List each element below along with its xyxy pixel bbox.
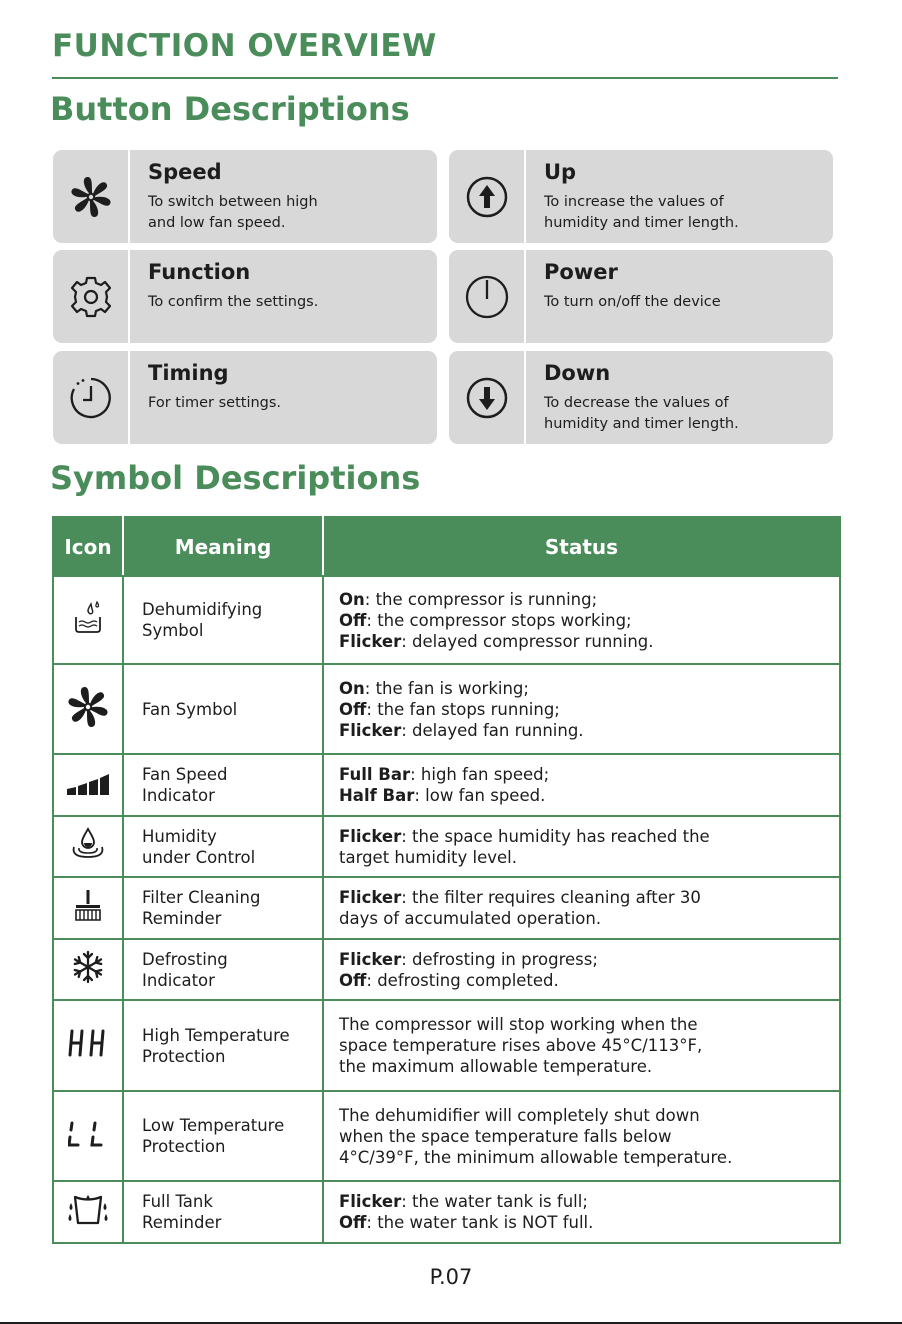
icon-cell [53, 576, 123, 664]
meaning-line: Filter Cleaning [142, 888, 261, 907]
status-text: when the space temperature falls below [339, 1126, 672, 1146]
status-keyword: Off [339, 1213, 367, 1232]
button-name: Up [544, 160, 577, 184]
fan-icon [67, 713, 109, 732]
table-row [53, 877, 840, 939]
status-text: : the compressor is running; [364, 589, 598, 609]
icon-cell [53, 1091, 123, 1181]
button-card-up [449, 150, 833, 243]
description-line: To decrease the values of [544, 395, 729, 411]
table-row [53, 664, 840, 754]
meaning-cell [123, 664, 323, 754]
status-text: : the space humidity has reached the [401, 826, 710, 846]
status-line [339, 949, 838, 970]
status-line [339, 1014, 838, 1035]
status-text: the maximum allowable temperature. [339, 1057, 653, 1076]
meaning-line: Low Temperature [142, 1116, 285, 1135]
button-description [544, 292, 721, 313]
status-cell [323, 1091, 840, 1181]
status-keyword: Off [339, 610, 367, 630]
symbols-heading: Symbol Descriptions [50, 459, 421, 497]
description-line: humidity and timer length. [544, 215, 739, 231]
status-keyword: On [339, 678, 365, 698]
table-header-row [53, 517, 840, 576]
button-card-text [130, 351, 281, 444]
status-cell [323, 816, 840, 877]
status-text: space temperature rises above 45°C/113°F, [339, 1036, 703, 1055]
table-row [53, 1000, 840, 1091]
status-line [339, 610, 838, 631]
meaning-line: Indicator [142, 786, 215, 805]
button-name: Timing [148, 361, 229, 385]
description-line: To turn on/off the device [544, 294, 721, 310]
meaning-line: Fan Symbol [142, 699, 238, 719]
status-line [339, 589, 838, 610]
status-line [339, 1105, 838, 1126]
table-row [53, 939, 840, 1000]
table-row [53, 1181, 840, 1243]
meaning-line: Defrosting [142, 949, 228, 969]
status-keyword: Flicker [339, 1192, 402, 1211]
status-text: : the filter requires cleaning after 30 [401, 888, 701, 907]
table-row [53, 1091, 840, 1181]
button-card-text [130, 150, 318, 243]
status-keyword: Full Bar [339, 765, 411, 784]
status-line [339, 1056, 838, 1077]
snowflake-icon [71, 969, 105, 988]
button-name: Power [544, 260, 618, 284]
button-name: Speed [148, 160, 222, 184]
dehumidifying-icon [71, 620, 105, 639]
status-cell [323, 754, 840, 816]
meaning-line: Humidity [142, 826, 217, 846]
page-number: P.07 [429, 1265, 473, 1289]
meaning-line: Dehumidifying [142, 600, 263, 619]
table-row [53, 816, 840, 877]
icon-cell [53, 754, 123, 816]
status-keyword: Off [339, 699, 367, 719]
meaning-cell [123, 877, 323, 939]
status-text: : the fan stops running; [366, 699, 560, 719]
meaning-cell [123, 939, 323, 1000]
status-cell [323, 1181, 840, 1243]
button-description [544, 393, 739, 435]
button-card-text [526, 150, 739, 243]
status-line [339, 908, 838, 929]
button-description [148, 192, 318, 234]
meaning-cell [123, 816, 323, 877]
status-text: target humidity level. [339, 847, 518, 867]
hh-segment-icon [68, 1043, 108, 1062]
button-card-function [53, 250, 437, 343]
meaning-cell [123, 576, 323, 664]
humidity-control-icon [69, 846, 107, 865]
status-text: 4°C/39°F, the minimum allowable temperature. [339, 1147, 733, 1167]
button-description [148, 292, 318, 313]
icon-cell [53, 664, 123, 754]
button-card-timing [53, 351, 437, 444]
status-cell [323, 1000, 840, 1091]
button-description [148, 393, 281, 414]
status-cell [323, 576, 840, 664]
status-line [339, 699, 838, 720]
icon-cell [53, 877, 123, 939]
icon-cell [53, 816, 123, 877]
description-line: For timer settings. [148, 395, 282, 411]
page-title: FUNCTION OVERVIEW [52, 28, 437, 64]
status-line [339, 1191, 838, 1212]
button-description [544, 192, 739, 234]
title-divider [52, 77, 838, 79]
meaning-line: Reminder [142, 1213, 222, 1232]
icon-cell [53, 1000, 123, 1091]
status-text: : defrosting completed. [366, 970, 559, 990]
status-cell [323, 939, 840, 1000]
status-line [339, 847, 838, 868]
status-line [339, 970, 838, 991]
button-card-text [526, 351, 739, 444]
status-line [339, 678, 838, 699]
status-keyword: Flicker [339, 826, 402, 846]
status-text: : defrosting in progress; [401, 949, 598, 969]
status-keyword: On [339, 589, 365, 609]
fan-speed-bars-icon [67, 780, 109, 799]
status-keyword: Flicker [339, 720, 402, 740]
full-tank-icon [66, 1212, 110, 1231]
status-text: The compressor will stop working when the [339, 1015, 698, 1034]
status-keyword: Half Bar [339, 786, 415, 805]
icon-cell [53, 939, 123, 1000]
arrow-down-icon [449, 351, 526, 444]
icon-cell [53, 1181, 123, 1243]
status-keyword: Flicker [339, 949, 402, 969]
button-card-speed [53, 150, 437, 243]
status-text: : the water tank is full; [401, 1192, 588, 1211]
symbol-table [52, 516, 841, 1244]
status-cell [323, 664, 840, 754]
meaning-cell [123, 754, 323, 816]
description-line: To confirm the settings. [148, 294, 319, 310]
power-icon [449, 250, 526, 343]
ll-segment-icon [68, 1134, 108, 1153]
description-line: To increase the values of [544, 194, 724, 210]
meaning-line: Reminder [142, 909, 222, 928]
meaning-line: Indicator [142, 970, 215, 990]
button-name: Function [148, 260, 251, 284]
meaning-line: Fan Speed [142, 765, 228, 784]
status-keyword: Flicker [339, 888, 402, 907]
fan-icon [53, 150, 130, 243]
header-icon: Icon [53, 517, 123, 576]
meaning-cell [123, 1091, 323, 1181]
meaning-line: Full Tank [142, 1192, 213, 1211]
meaning-line: under Control [142, 847, 256, 867]
meaning-line: Protection [142, 1046, 226, 1066]
timer-icon [53, 351, 130, 444]
meaning-line: Symbol [142, 621, 204, 640]
button-card-text [526, 250, 721, 343]
status-text: : high fan speed; [410, 765, 550, 784]
meaning-cell [123, 1000, 323, 1091]
description-line: and low fan speed. [148, 215, 286, 231]
header-status: Status [323, 517, 840, 576]
description-line: To switch between high [148, 194, 318, 210]
status-line [339, 826, 838, 847]
description-line: humidity and timer length. [544, 416, 739, 432]
status-line [339, 785, 838, 806]
meaning-line: Protection [142, 1137, 226, 1156]
status-text: The dehumidifier will completely shut down [339, 1105, 700, 1125]
status-line [339, 764, 838, 785]
status-line [339, 631, 838, 652]
filter-brush-icon [73, 908, 103, 927]
status-keyword: Off [339, 970, 367, 990]
table-row [53, 576, 840, 664]
status-text: : the water tank is NOT full. [366, 1213, 594, 1232]
status-text: days of accumulated operation. [339, 909, 602, 928]
button-card-text [130, 250, 318, 343]
button-name: Down [544, 361, 611, 385]
meaning-cell [123, 1181, 323, 1243]
arrow-up-icon [449, 150, 526, 243]
table-row [53, 754, 840, 816]
gear-icon [53, 250, 130, 343]
status-text: : low fan speed. [414, 786, 546, 805]
status-line [339, 720, 838, 741]
header-meaning: Meaning [123, 517, 323, 576]
status-text: : the compressor stops working; [366, 610, 632, 630]
button-card-power [449, 250, 833, 343]
status-text: : the fan is working; [364, 678, 529, 698]
meaning-line: High Temperature [142, 1025, 290, 1045]
buttons-heading: Button Descriptions [50, 90, 410, 128]
status-line [339, 887, 838, 908]
status-text: : delayed fan running. [401, 720, 584, 740]
status-line [339, 1035, 838, 1056]
button-card-down [449, 351, 833, 444]
status-line [339, 1212, 838, 1233]
status-line [339, 1126, 838, 1147]
status-line [339, 1147, 838, 1168]
status-keyword: Flicker [339, 631, 402, 651]
status-text: : delayed compressor running. [401, 631, 654, 651]
status-cell [323, 877, 840, 939]
